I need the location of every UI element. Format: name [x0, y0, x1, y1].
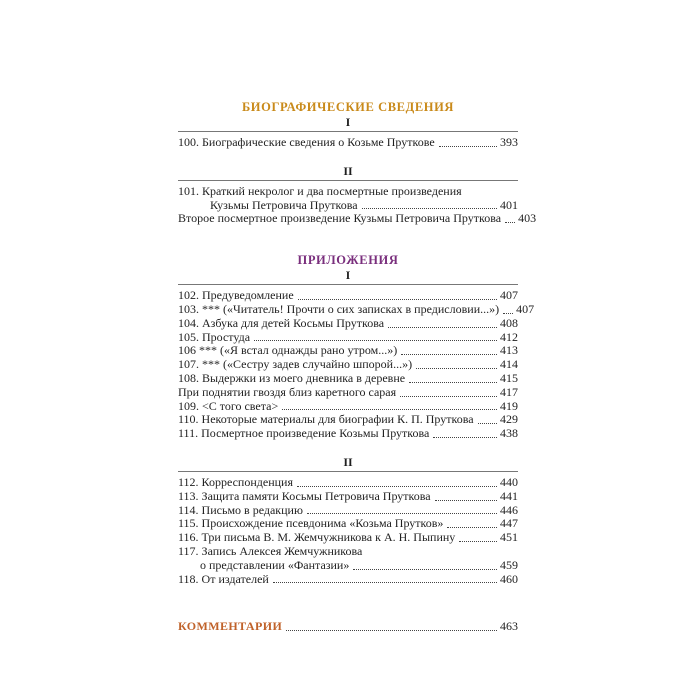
toc-entry-page: 412	[500, 329, 518, 344]
leader-dots	[409, 381, 497, 383]
toc-entry-label: 100. Биографические сведения о Козьме Пруткове	[178, 135, 435, 149]
divider	[178, 284, 518, 285]
toc-entry-label: 109. <С того света>	[178, 398, 279, 413]
leader-dots	[459, 540, 497, 542]
toc-entry-page: 441	[500, 488, 518, 503]
toc-entry-page: 446	[500, 502, 518, 517]
toc-entry-label: 115. Происхождение псевдонима «Козьма Прутков»	[178, 516, 444, 531]
leader-dots	[505, 221, 515, 223]
toc-entry[interactable]	[178, 490, 518, 504]
leader-dots	[282, 408, 497, 410]
toc-entry[interactable]	[178, 400, 518, 414]
toc-entry-label: о представлении «Фантазии»	[200, 557, 350, 572]
toc-entry-page: 408	[500, 315, 518, 330]
toc-entry-page: 463	[500, 619, 518, 634]
section-title-appendix: ПРИЛОЖЕНИЯ	[297, 253, 399, 268]
part-numeral: I	[345, 268, 351, 283]
toc-entry[interactable]	[178, 531, 518, 545]
leader-dots	[254, 339, 497, 341]
part-numeral: I	[345, 115, 351, 129]
leader-dots	[400, 395, 497, 397]
toc-entry[interactable]	[178, 573, 518, 587]
toc-entry[interactable]	[178, 517, 518, 531]
leader-dots	[478, 422, 497, 424]
spacer	[178, 226, 518, 252]
leader-dots	[298, 298, 497, 300]
toc-entry-page: 401	[500, 197, 518, 212]
leader-dots	[307, 512, 497, 514]
leader-dots	[416, 367, 497, 369]
toc-entry[interactable]	[178, 185, 518, 213]
toc-entry-label: Кузьмы Петровича Пруткова	[210, 197, 358, 212]
toc-entry-first-line: 117. Запись Алексея Жемчужникова	[178, 543, 363, 558]
divider	[178, 131, 518, 132]
toc-entry-label: 112. Корреспонденция	[178, 474, 293, 489]
toc-entry-page: 393	[500, 135, 518, 149]
leader-dots	[447, 526, 497, 528]
toc-entry-page: 460	[500, 571, 518, 586]
part-numeral: II	[343, 163, 353, 178]
toc-entry-page: 451	[500, 530, 518, 545]
toc-entry-page: 459	[500, 557, 518, 572]
toc-entry-label: 105. Простуда	[178, 329, 251, 344]
leader-dots	[439, 145, 497, 147]
toc-entry-label: 111. Посмертное произведение Козьмы Пруткова	[178, 426, 430, 441]
toc-entry-label: 118. От издателей	[178, 571, 269, 586]
toc-entry-page: 403	[518, 211, 537, 226]
toc-entry[interactable]	[178, 545, 518, 573]
leader-dots	[353, 568, 497, 570]
toc-entry-comments[interactable]	[178, 620, 518, 634]
divider	[178, 471, 518, 472]
toc-entry-label: 102. Предуведомление	[178, 288, 294, 303]
toc-entry-label: При поднятии гвоздя близ каретного сарая	[178, 384, 397, 399]
toc-entry-label: 110. Некоторые материалы для биографии К. П. Пруткова	[178, 412, 474, 427]
toc-entry-page: 429	[500, 412, 518, 427]
leader-dots	[433, 436, 497, 438]
toc-entry-page: 414	[500, 357, 518, 372]
toc-entry[interactable]	[178, 427, 518, 441]
appendix-part1-list	[178, 288, 535, 441]
leader-dots	[273, 581, 497, 583]
toc-entry[interactable]	[178, 358, 518, 372]
leader-dots	[297, 485, 497, 487]
toc-entry-continuation	[178, 559, 518, 573]
toc-entry-page: 440	[500, 474, 518, 489]
toc-entry-page: 413	[500, 343, 518, 358]
leader-dots	[388, 326, 497, 328]
toc-entry-label: 113. Защита памяти Косьмы Петровича Пруткова	[178, 488, 431, 503]
toc-entry[interactable]	[178, 476, 518, 490]
toc-entry-label: 114. Письмо в редакцию	[178, 502, 303, 517]
toc-entry-label: 108. Выдержки из моего дневника в деревне	[178, 370, 406, 385]
divider	[178, 180, 518, 181]
toc-entry[interactable]	[178, 136, 518, 150]
toc-entry[interactable]	[178, 317, 518, 331]
leader-dots	[362, 207, 497, 209]
toc-entry[interactable]	[178, 331, 518, 345]
leader-dots	[401, 353, 497, 355]
toc-entry-page: 415	[500, 370, 518, 385]
toc-entry[interactable]	[178, 372, 518, 386]
toc-entry-label: 107. *** («Сестру задев случайно шпорой...»)	[178, 357, 413, 372]
toc-entry-first-line: 101. Краткий некролог и два посмертные произведения	[178, 183, 462, 198]
toc-entry[interactable]	[178, 504, 518, 518]
leader-dots	[286, 629, 497, 631]
spacer	[178, 441, 518, 455]
toc-entry-page: 438	[500, 426, 518, 441]
toc-entry-label: 116. Три письма В. М. Жемчужникова к А. Н. Пыпину	[178, 530, 456, 545]
spacer	[178, 586, 518, 620]
toc-entry[interactable]	[178, 413, 518, 427]
toc-entry[interactable]	[178, 211, 537, 226]
toc-entry-label: 106 *** («Я встал однажды рано утром...»)	[178, 343, 398, 358]
toc-entry-page: 417	[500, 384, 518, 399]
leader-dots	[435, 499, 497, 501]
toc-entry-continuation	[178, 199, 518, 213]
toc-entry[interactable]	[178, 344, 518, 358]
spacer	[178, 150, 518, 164]
appendix-part2-list	[178, 476, 518, 586]
toc-entry-page: 407	[500, 288, 518, 303]
toc-entry-page: 407	[516, 301, 535, 316]
toc-entry-label: КОММЕНТАРИИ	[178, 619, 283, 634]
toc-entry-page: 419	[500, 398, 518, 413]
section-title-biography: БИОГРАФИЧЕСКИЕ СВЕДЕНИЯ	[241, 100, 455, 114]
toc-entry-page: 447	[500, 516, 518, 531]
toc-entry[interactable]	[178, 301, 535, 317]
toc-entry[interactable]	[178, 289, 518, 303]
toc-entry-label: 104. Азбука для детей Косьмы Пруткова	[178, 315, 385, 330]
toc-entry-label: 103. *** («Читатель! Прочти о сих записках в предисловии...»)	[178, 301, 500, 316]
toc-entry[interactable]	[178, 386, 518, 400]
part-numeral: II	[343, 454, 353, 469]
table-of-contents	[178, 99, 537, 634]
toc-entry-label: Второе посмертное произведение Кузьмы Петровича Пруткова	[178, 211, 502, 226]
leader-dots	[503, 312, 513, 314]
